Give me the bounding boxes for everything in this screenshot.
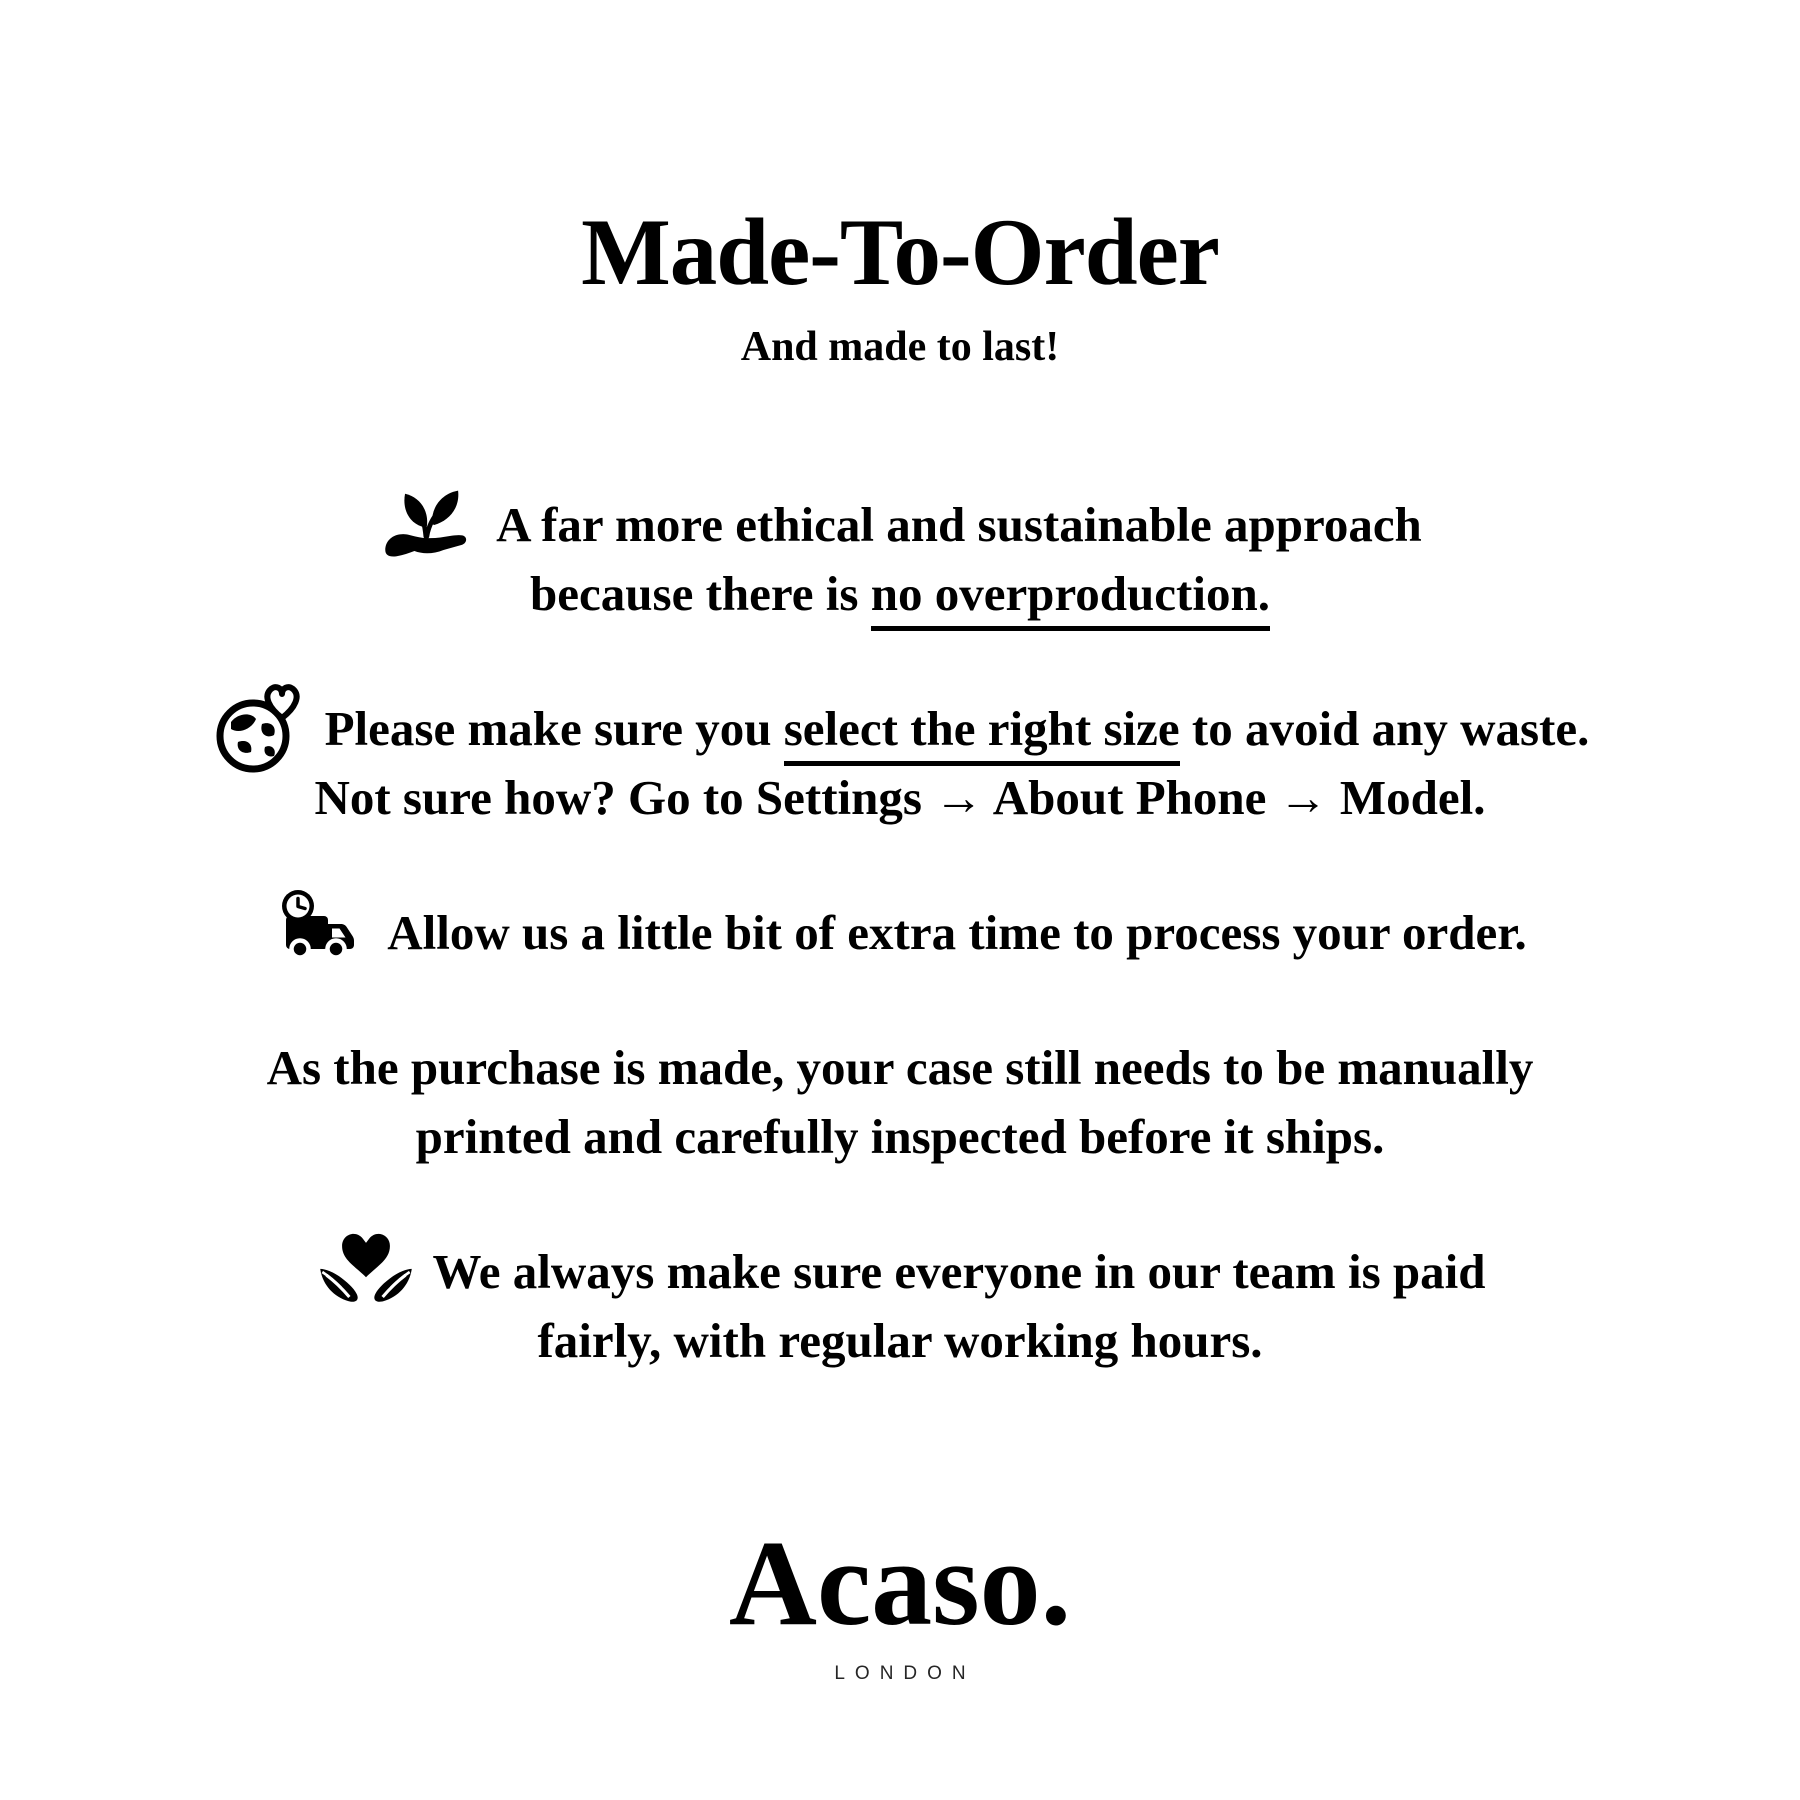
- point-select-size: [0, 694, 1800, 832]
- point-text: because there is: [530, 566, 871, 621]
- hands-holding-heart-icon: [314, 1220, 418, 1324]
- point-line: [537, 1313, 1262, 1368]
- brand-location: LONDON: [834, 1663, 976, 1684]
- point-sustainability: [0, 490, 1800, 628]
- page-title: Made-To-Order: [581, 199, 1219, 305]
- seedling-in-hand-icon: [378, 473, 482, 577]
- point-line: [211, 701, 1590, 756]
- point-text: fairly, with regular working hours.: [537, 1313, 1263, 1368]
- point-text: We always make sure everyone in our team is paid: [432, 1244, 1486, 1299]
- points-list: [0, 490, 1800, 1375]
- header: [0, 0, 1800, 368]
- point-line: [267, 1040, 1534, 1095]
- point-manual-printing: [0, 1033, 1800, 1171]
- point-line: [530, 566, 1270, 631]
- point-text-underlined: select the right size: [784, 701, 1180, 766]
- point-text: A far more ethical and sustainable approach: [496, 497, 1422, 552]
- point-line: [273, 905, 1527, 960]
- footer: [0, 1516, 1800, 1685]
- delivery-truck-clock-icon: [273, 883, 373, 983]
- point-line: [314, 770, 1485, 825]
- page-subtitle: And made to last!: [740, 324, 1060, 370]
- point-line: [378, 497, 1422, 552]
- point-text-underlined: no overproduction.: [871, 566, 1270, 631]
- point-line: [314, 1244, 1485, 1299]
- point-fair-pay: [0, 1237, 1800, 1375]
- point-line: [416, 1109, 1385, 1164]
- point-text: Allow us a little bit of extra time to process your order.: [387, 905, 1527, 960]
- point-processing-time: [0, 898, 1800, 967]
- brand-logo: Acaso.: [728, 1516, 1072, 1651]
- point-text: As the purchase is made, your case still needs to be manually: [266, 1040, 1534, 1095]
- point-text: to avoid any waste.: [1179, 701, 1590, 756]
- point-text: printed and carefully inspected before it ships.: [415, 1109, 1385, 1164]
- globe-with-heart-icon: [211, 679, 311, 779]
- point-text: Not sure how? Go to Settings → About Phone → Model.: [314, 770, 1486, 825]
- point-text: Please make sure you: [324, 701, 784, 756]
